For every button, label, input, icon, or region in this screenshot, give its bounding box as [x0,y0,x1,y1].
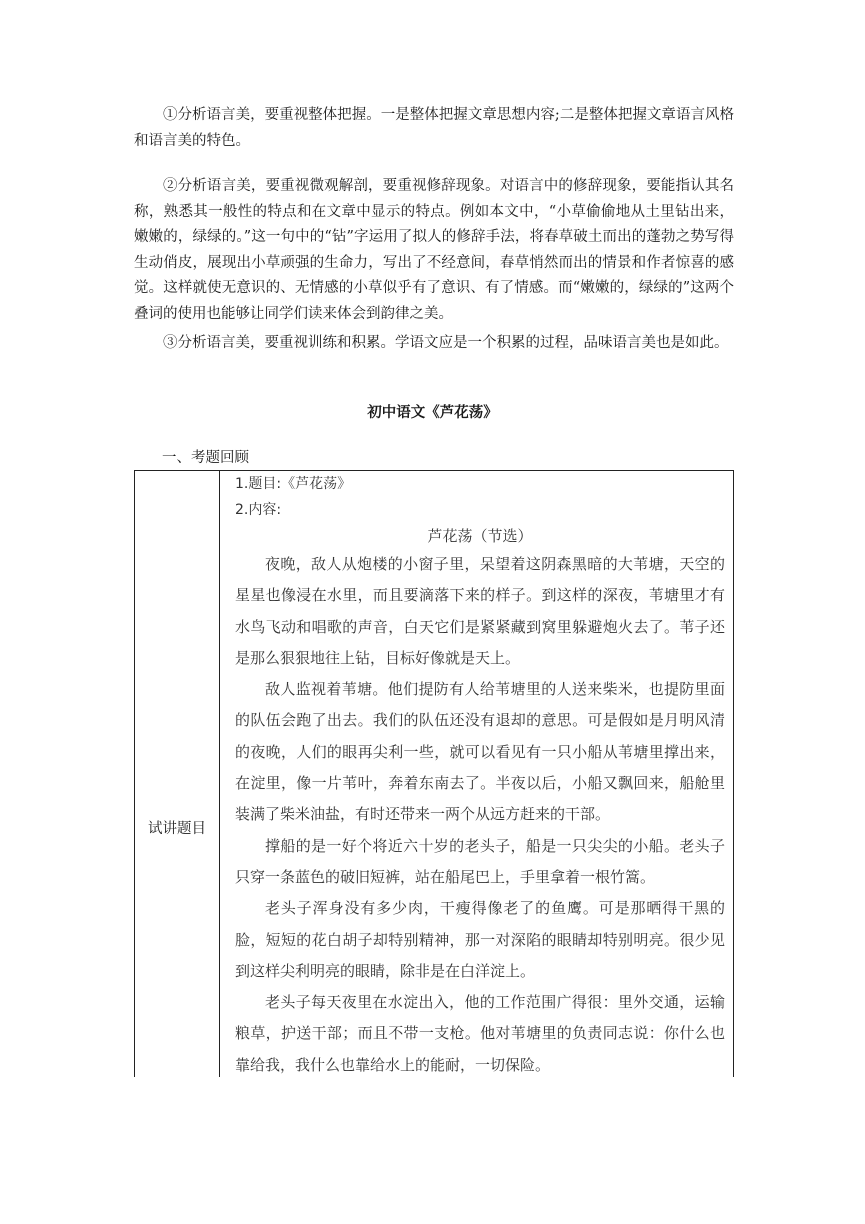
excerpt-paragraph: 老头子浑身没有多少肉，干瘦得像老了的鱼鹰。可是那晒得干黑的脸，短短的花白胡子却特别精神，那一对深陷的眼睛却特别明亮。很少见到这样尖利明亮的眼睛，除非是在白洋淀上。 [235,899,725,980]
excerpt-paragraph: 撑船的是一好个将近六十岁的老头子，船是一只尖尖的小船。老头子只穿一条蓝色的破旧短裤，站在船尾巴上，手里拿着一根竹篙。 [235,836,725,886]
table-content-cell [235,471,725,1081]
exam-topic-table [134,470,734,1077]
excerpt-paragraph: 敌人监视着苇塘。他们提防有人给苇塘里的人送来柴米，也提防里面的队伍会跑了出去。我们的队伍还没有退却的意思。可是假如是月明风清的夜晚，人们的眼再尖利一些，就可以看见有一只小船从苇塘里撑出来，在淀里，像一片苇叶，奔着东南去了。半夜以后，小船又飘回来，船舱里装满了柴米油盐，有时还带来一两个从远方赶来的干部。 [235,680,725,824]
table-column-divider [219,471,220,1077]
excerpt-title: 芦花荡（节选） [427,527,533,545]
lesson-heading: 初中语文《芦花荡》 [367,404,498,421]
excerpt-paragraph: 老头子每天夜里在水淀出入，他的工作范围广得很：里外交通，运输粮草，护送干部；而且不带一支枪。他对苇塘里的负责同志说：你什么也靠给我，我什么也靠给水上的能耐，一切保险。 [235,993,725,1074]
topic-line: 1.题目:《芦花荡》 [235,476,352,492]
analysis-point-2: ②分析语言美，要重视微观解剖，要重视修辞现象。对语言中的修辞现象，要能指认其名称，熟悉其一般性的特点和在文章中显示的特点。例如本文中，“小草偷偷地从土里钻出来，嫩嫩的，绿绿的。”这一句中的“钻”字运用了拟人的修辞手法，将春草破土而出的蓬勃之势写得生动俏皮，展现出小草顽强的生命力，写出了不经意间，春草悄然而出的情景和作者惊喜的感觉。这样就使无意识的、无情感的小草似乎有了意识、有了情感。而“嫩嫩的，绿绿的”这两个叠词的使用也能够让同学们读来体会到韵律之美。 [134,178,734,322]
excerpt-paragraph: 夜晚，敌人从炮楼的小窗子里，呆望着这阴森黑暗的大苇塘，天空的星星也像浸在水里，而且要滴落下来的样子。到这样的深夜，苇塘里才有水鸟飞动和唱歌的声音，白天它们是紧紧藏到窝里躲避炮火去了。苇子还是那么狠狠地往上钻，目标好像就是天上。 [235,555,725,667]
analysis-point-1: ①分析语言美，要重视整体把握。一是整体把握文章思想内容;二是整体把握文章语言风格和语言美的特色。 [134,107,734,149]
analysis-point-3: ③分析语言美，要重视训练和积累。学语文应是一个积累的过程，品味语言美也是如此。 [163,335,729,351]
section-title: 一、考题回顾 [162,450,249,466]
content-label: 2.内容: [235,502,282,518]
table-label-cell: 试讲题目 [148,821,206,837]
